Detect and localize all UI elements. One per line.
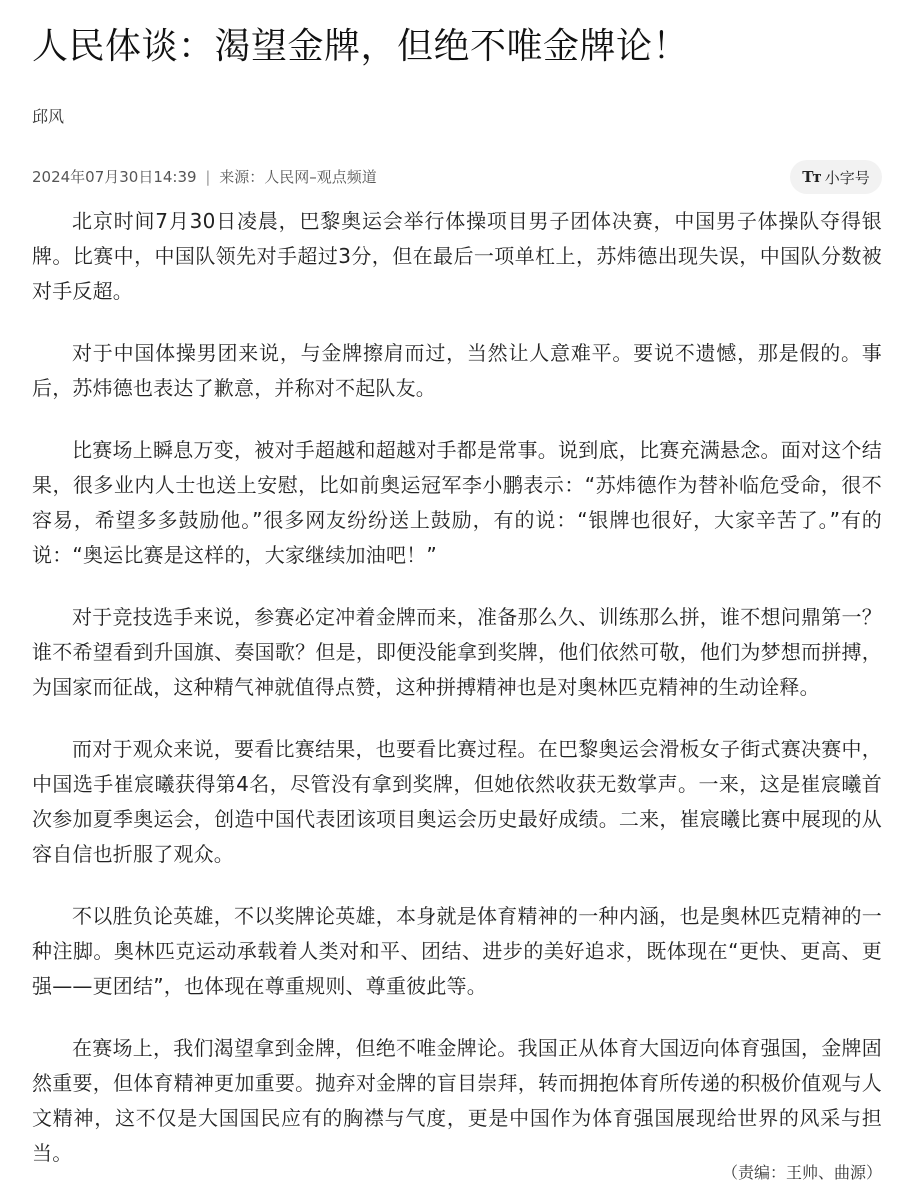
meta-separator: | — [205, 168, 211, 186]
article-title: 人民体谈：渴望金牌，但绝不唯金牌论！ — [32, 26, 690, 67]
source-label: 来源： — [219, 168, 265, 186]
article-paragraph: 对于竞技选手来说，参赛必定冲着金牌而来，准备那么久、训练那么拼，谁不想问鼎第一？谁不希望看到升国旗、奏国歌？但是，即便没能拿到奖牌，他们依然可敬，他们为梦想而拼搏，为国家而征战，这种精气神就值得点赞，这种拼搏精神也是对奥林匹克精神的生动诠释。 — [32, 605, 882, 699]
article-paragraph: 而对于观众来说，要看比赛结果，也要看比赛过程。在巴黎奥运会滑板女子街式赛决赛中，中国选手崔宸曦获得第4名，尽管没有拿到奖牌，但她依然收获无数掌声。一来，这是崔宸曦首次参加夏季奥运会，创造中国代表团该项目奥运会历史最好成绩。二来，崔宸曦比赛中展现的从容自信也折服了观众。 — [32, 737, 882, 866]
article-meta — [32, 166, 377, 188]
editor-credit: （责编：王帅、曲源） — [721, 1163, 882, 1182]
article-body — [32, 204, 882, 1171]
font-size-toggle-label: 小字号 — [824, 168, 870, 187]
publish-date: 2024年07月30日14:39 — [32, 168, 197, 186]
source-name[interactable]: 人民网–观点频道 — [264, 168, 377, 186]
article-paragraph: 比赛场上瞬息万变，被对手超越和超越对手都是常事。说到底，比赛充满悬念。面对这个结果，很多业内人士也送上安慰，比如前奥运冠军李小鹏表示：“苏炜德作为替补临危受命，很不容易，希望多多鼓励他。”很多网友纷纷送上鼓励，有的说：“银牌也很好，大家辛苦了。”有的说：“奥运比赛是这样的，大家继续加油吧！” — [32, 438, 882, 567]
article-paragraph: 北京时间7月30日凌晨，巴黎奥运会举行体操项目男子团体决赛，中国男子体操队夺得银牌。比赛中，中国队领先对手超过3分，但在最后一项单杠上，苏炜德出现失误，中国队分数被对手反超。 — [32, 209, 882, 303]
font-size-icon: Tт — [802, 168, 821, 186]
font-size-toggle-button[interactable] — [790, 160, 882, 194]
article-meta-row — [32, 160, 882, 194]
article-paragraph: 在赛场上，我们渴望拿到金牌，但绝不唯金牌论。我国正从体育大国迈向体育强国，金牌固然重要，但体育精神更加重要。抛弃对金牌的盲目崇拜，转而拥抱体育所传递的积极价值观与人文精神，这不仅是大国国民应有的胸襟与气度，更是中国作为体育强国展现给世界的风采与担当。 — [32, 1036, 882, 1165]
article-paragraph: 对于中国体操男团来说，与金牌擦肩而过，当然让人意难平。要说不遗憾，那是假的。事后，苏炜德也表达了歉意，并称对不起队友。 — [32, 341, 882, 400]
article-author: 邱风 — [32, 107, 65, 126]
article-paragraph: 不以胜负论英雄，不以奖牌论英雄，本身就是体育精神的一种内涵，也是奥林匹克精神的一种注脚。奥林匹克运动承载着人类对和平、团结、进步的美好追求，既体现在“更快、更高、更强——更团结”，也体现在尊重规则、尊重彼此等。 — [32, 904, 882, 998]
